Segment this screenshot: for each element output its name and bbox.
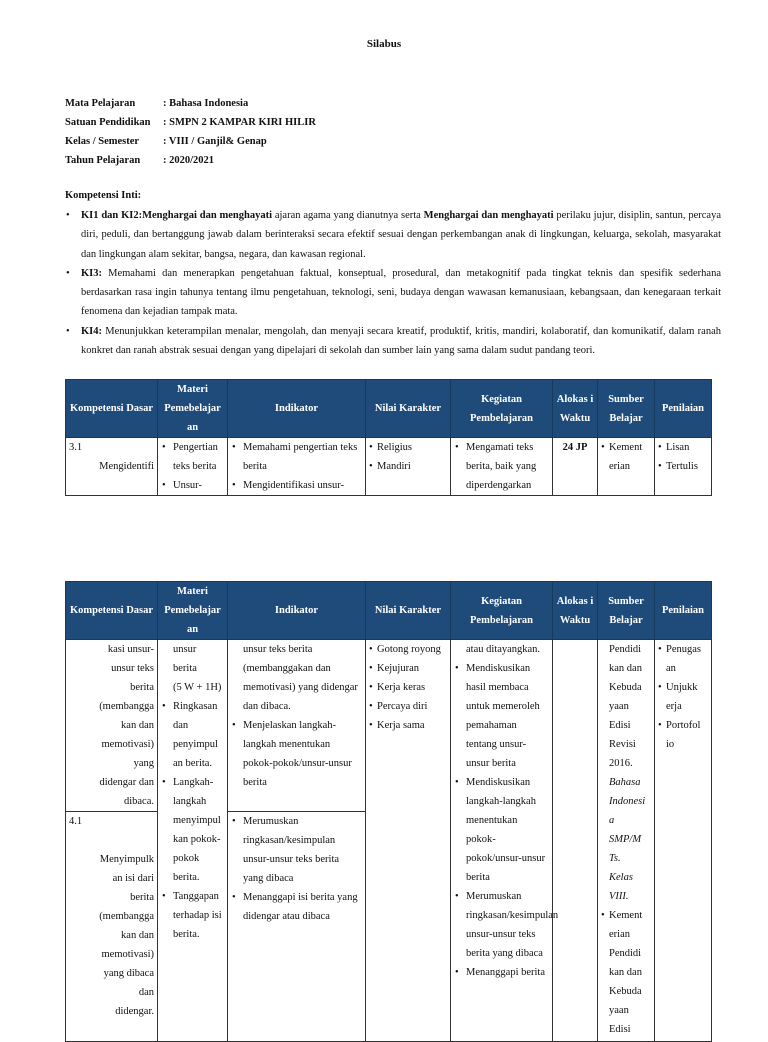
- list-item: • Portofol io: [658, 716, 708, 754]
- info-key: Mata Pelajaran: [65, 98, 136, 109]
- bullet-icon: •: [66, 267, 70, 279]
- cell-alokasi-waktu: 24 JP: [553, 438, 598, 496]
- list-item: • Langkah-langkah menyimpul kan pokok-pokok berita.: [161, 773, 224, 887]
- materi-continued: unsur berita (5 W + 1H): [173, 644, 222, 693]
- ki-label: KI4:: [81, 325, 102, 337]
- ki-emphasis: Menghargai dan menghayati: [142, 210, 273, 221]
- cell-penilaian: [655, 640, 712, 1042]
- table-header-row: [66, 380, 712, 438]
- info-value: : Bahasa Indonesia: [163, 98, 249, 109]
- cell-kompetensi-dasar: kasi unsur- unsur teks berita (membangga kan dan memotivasi) yang didengar dan dibaca.: [66, 640, 158, 812]
- list-item: • Menjelaskan langkah-langkah menentukan pokok-pokok/unsur-unsur berita: [231, 716, 362, 792]
- header-sumber-belajar: Sumber Belajar: [598, 380, 655, 438]
- header-nilai-karakter: Nilai Karakter: [366, 582, 451, 640]
- cell-sumber-belajar: [598, 640, 655, 1042]
- header-penilaian: Penilaian: [655, 582, 712, 640]
- header-kompetensi-dasar: Kompetensi Dasar: [66, 380, 158, 438]
- list-item: • Mengidentifikasi unsur-: [231, 476, 362, 495]
- cell-materi: [158, 438, 228, 496]
- info-row: [65, 113, 316, 132]
- list-item: • Mengamati teks berita, baik yang diperdengarkan: [454, 438, 549, 495]
- list-item: • Tertulis: [658, 457, 708, 476]
- ki-text: Menunjukkan keterampilan menalar, mengolah, dan menyaji secara kreatif, produktif, kritis, mandiri, kolaboratif, dan komunikatif, dalam ranah konkret dan ranah abstrak sesuai dengan yang dipelajari di sekolah dan sumber lain yang sama dalam sudut pandang teori.: [81, 325, 721, 357]
- kd-text: Menyimpulk an isi dari berita (membangga kan dan memotivasi) yang dibaca dan didengar.: [99, 854, 154, 1017]
- syllabus-table-1: [65, 379, 712, 496]
- kd-number: 3.1: [69, 442, 83, 453]
- kompetensi-inti-list: [65, 206, 721, 360]
- table-row: [66, 640, 712, 812]
- list-item: • Unsur-: [161, 476, 224, 495]
- header-materi: Materi Pemebelajar an: [158, 380, 228, 438]
- cell-penilaian: [655, 438, 712, 496]
- cell-sumber-belajar: [598, 438, 655, 496]
- indikator-continued: unsur teks berita (membanggakan dan memotivasi) yang didengar dan dibaca.: [243, 644, 358, 712]
- table-header-row: [66, 582, 712, 640]
- cell-indikator: [228, 438, 366, 496]
- cell-nilai-karakter: [366, 640, 451, 1042]
- info-key: Kelas / Semester: [65, 136, 140, 147]
- list-item: • Kement erian Pendidi kan dan Kebuda yaan Edisi: [601, 906, 651, 1039]
- course-info: [65, 94, 316, 170]
- list-item: • Tanggapan terhadap isi berita.: [161, 887, 224, 944]
- page-title: Silabus: [366, 38, 402, 50]
- list-item: • Kerja sama: [369, 716, 447, 735]
- list-item: • Unjukk erja: [658, 678, 708, 716]
- list-item: • Kement erian: [601, 438, 651, 476]
- info-value: : SMPN 2 KAMPAR KIRI HILIR: [163, 117, 316, 128]
- list-item: • Penugas an: [658, 640, 708, 678]
- ki-text: perilaku jujur, disiplin, santun, percaya diri, peduli, dan bertanggung jawab dalam berinteraksi secara efektif sesuai dengan perkembangan anak di lingkungan, keluarga, sekolah, masyarakat dan lingkungan alam sekitar, bangsa, negara, dan kawasan regional.: [81, 210, 721, 260]
- cell-nilai-karakter: [366, 438, 451, 496]
- sumber-continued: Pendidi kan dan Kebuda yaan Edisi Revisi 2016.: [609, 644, 642, 769]
- syllabus-table-2: [65, 581, 712, 1042]
- ki-text: Memahami dan menerapkan pengetahuan faktual, konseptual, prosedural, dan metakognitif pada tingkat teknis dan spesifik sederhana berdasarkan rasa ingin tahunya tentang ilmu pengetahuan, teknologi, seni, budaya dengan wawasan kemanusiaan, kebangsaan, dan kenegaraan terkait fenomena dan kejadian tampak mata.: [81, 267, 721, 318]
- table-row: [66, 438, 712, 496]
- header-alokasi-waktu: Alokas i Waktu: [553, 582, 598, 640]
- kegiatan-continued: atau ditayangkan.: [466, 644, 541, 655]
- list-item: • Lisan: [658, 438, 708, 457]
- info-key: Tahun Pelajaran: [65, 155, 141, 166]
- bullet-icon: •: [66, 210, 70, 221]
- ki-label: KI3:: [81, 267, 102, 279]
- cell-indikator: [228, 640, 366, 812]
- ki-item-ki4: [65, 322, 721, 361]
- list-item: • Mendiskusikan langkah-langkah menentukan pokok-pokok/unsur-unsur berita: [454, 773, 549, 887]
- list-item: • Menanggapi isi berita yang didengar atau dibaca: [231, 888, 362, 926]
- info-row: [65, 94, 316, 113]
- header-alokasi-waktu: Alokas i Waktu: [553, 380, 598, 438]
- cell-alokasi-waktu: [553, 640, 598, 1042]
- list-item: • Ringkasan dan penyimpul an berita.: [161, 697, 224, 773]
- info-value: : 2020/2021: [163, 155, 215, 166]
- cell-indikator: [228, 812, 366, 1042]
- header-kegiatan: Kegiatan Pembelajaran: [451, 582, 553, 640]
- header-nilai-karakter: Nilai Karakter: [366, 380, 451, 438]
- header-kegiatan: Kegiatan Pembelajaran: [451, 380, 553, 438]
- cell-kegiatan: [451, 640, 559, 1042]
- header-indikator: Indikator: [228, 380, 366, 438]
- list-item: • Memahami pengertian teks berita: [231, 438, 362, 476]
- header-penilaian: Penilaian: [655, 380, 712, 438]
- cell-kegiatan: [451, 438, 553, 496]
- list-item: • Mendiskusikan hasil membaca untuk memeroleh pemahaman tentang unsur-unsur berita: [454, 659, 549, 773]
- info-value: : VIII / Ganjil& Genap: [163, 136, 267, 147]
- list-item: • Religius: [369, 438, 447, 457]
- header-materi: Materi Pemebelajar an: [158, 582, 228, 640]
- kd-text: Mengidentifi: [99, 461, 154, 472]
- list-item: • Merumuskan ringkasan/kesimpulan unsur-unsur teks berita yang dibaca: [454, 887, 549, 963]
- info-key: Satuan Pendidikan: [65, 117, 151, 128]
- ki-item-ki3: [65, 264, 721, 322]
- ki-item-ki1-ki2: [65, 206, 721, 264]
- list-item: • Mandiri: [369, 457, 447, 476]
- cell-kompetensi-dasar: [66, 812, 158, 1042]
- ki-emphasis: Menghargai dan menghayati: [423, 210, 554, 221]
- bullet-icon: •: [66, 325, 70, 337]
- list-item: • Gotong royong: [369, 640, 447, 659]
- ki-label: KI1 dan KI2:: [81, 210, 143, 221]
- header-sumber-belajar: Sumber Belajar: [598, 582, 655, 640]
- cell-materi: [158, 640, 228, 1042]
- list-item: • Merumuskan ringkasan/kesimpulan unsur-unsur teks berita yang dibaca: [231, 812, 362, 888]
- header-indikator: Indikator: [228, 582, 366, 640]
- list-item: • Kerja keras: [369, 678, 447, 697]
- list-item: • Menanggapi berita: [454, 963, 549, 982]
- header-kompetensi-dasar: Kompetensi Dasar: [66, 582, 158, 640]
- info-row: [65, 151, 316, 170]
- list-item: • Pengertian teks berita: [161, 438, 224, 476]
- info-row: [65, 132, 316, 151]
- cell-kompetensi-dasar: [66, 438, 158, 496]
- list-item: • Kejujuran: [369, 659, 447, 678]
- list-item: • Percaya diri: [369, 697, 447, 716]
- ki-text: ajaran agama yang dianutnya serta: [272, 210, 424, 221]
- kd-number: 4.1: [69, 816, 83, 827]
- kompetensi-inti-heading: Kompetensi Inti:: [65, 190, 142, 201]
- sumber-book-title: Bahasa Indonesi a SMP/M Ts. Kelas VIII.: [609, 777, 646, 902]
